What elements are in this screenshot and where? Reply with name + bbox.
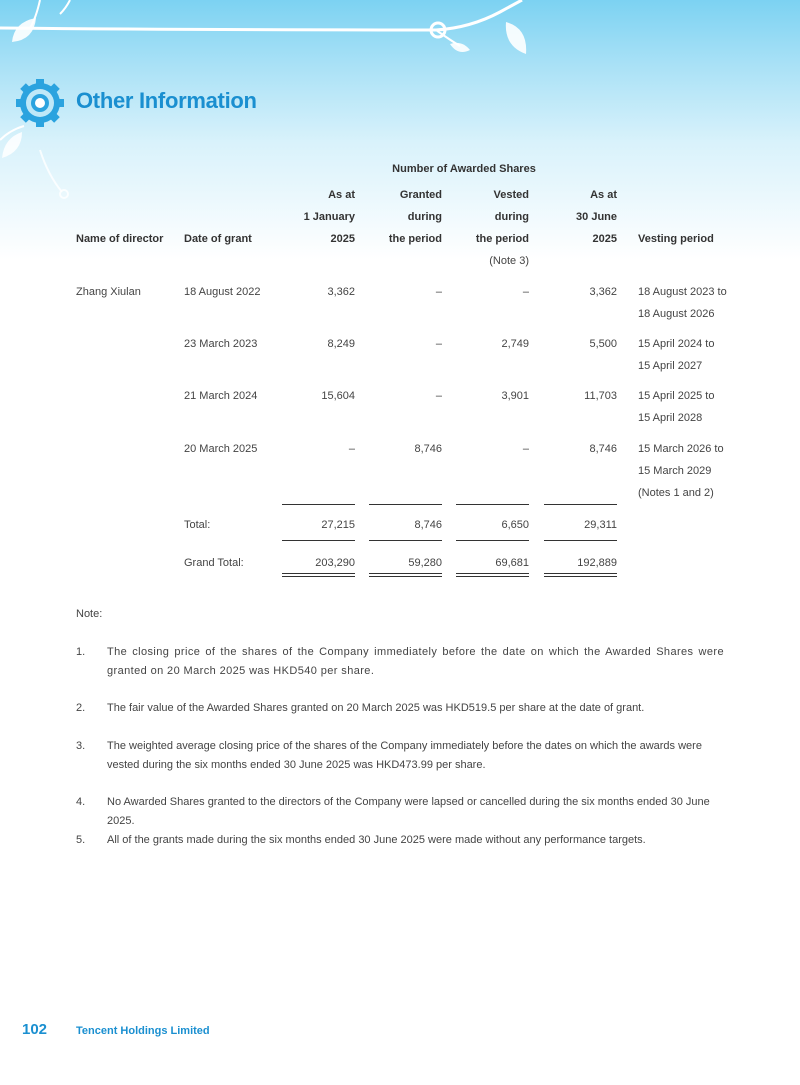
divider [544, 504, 617, 505]
table-row-granted: – [435, 390, 442, 402]
table-row-date: 23 March 2023 [184, 338, 258, 350]
table-row-start: 8,249 [327, 338, 355, 350]
grand-total-start: 203,290 [315, 557, 355, 569]
column-header-name: Name of director [76, 233, 164, 245]
table-row-end: 11,703 [584, 390, 617, 402]
double-divider [456, 573, 529, 574]
table-row-end: 3,362 [589, 286, 617, 298]
table-row-granted: – [435, 286, 442, 298]
column-header-as-at-start: As at 1 January 2025 [303, 189, 355, 245]
double-divider [369, 573, 442, 574]
table-row-start: 15,604 [321, 390, 355, 402]
note-item: 1. The closing price of the shares of the Company immediately before the date on which the Awarded Shares were granted on 20 March 2025 was HKD540 per share. [76, 646, 724, 677]
total-label: Total: [184, 519, 211, 531]
table-row-vesting: 18 August 2023 to 18 August 2026 [638, 286, 727, 320]
note-item: 3. The weighted average closing price of the shares of the Company immediately before the dates on which the awards were vested during the six months ended 30 June 2025 was HKD473.99 per share. [76, 740, 702, 771]
total-start: 27,215 [321, 519, 355, 531]
double-divider [456, 576, 529, 577]
company-name: Tencent Holdings Limited [76, 1025, 210, 1037]
gear-icon [16, 79, 64, 127]
grand-total-vested: 69,681 [495, 557, 529, 569]
table-row-date: 18 August 2022 [184, 286, 261, 298]
table-row-start: – [348, 443, 355, 455]
column-header-vested: Vested during the period (Note 3) [475, 189, 529, 267]
double-divider [282, 573, 355, 574]
table-row-end: 8,746 [589, 443, 617, 455]
divider [456, 540, 529, 541]
table-row-vested: – [522, 443, 529, 455]
double-divider [369, 576, 442, 577]
double-divider [544, 573, 617, 574]
table-row-granted: – [435, 338, 442, 350]
note-item: 5. All of the grants made during the six months ended 30 June 2025 were made without any performance targets. [76, 834, 646, 846]
director-name: Zhang Xiulan [76, 286, 141, 298]
table-row-date: 20 March 2025 [184, 443, 258, 455]
total-vested: 6,650 [501, 519, 529, 531]
table-row-date: 21 March 2024 [184, 390, 258, 402]
table-row-vested: – [522, 286, 529, 298]
table-row-vesting: 15 April 2025 to 15 April 2028 [638, 390, 715, 424]
divider [282, 504, 355, 505]
column-header-granted: Granted during the period [388, 189, 442, 245]
note-item: 2. The fair value of the Awarded Shares granted on 20 March 2025 was HKD519.5 per share at the date of grant. [76, 702, 645, 714]
table-row-start: 3,362 [327, 286, 355, 298]
divider [544, 540, 617, 541]
column-header-date: Date of grant [184, 233, 252, 245]
column-header-as-at-end: As at 30 June 2025 [576, 189, 617, 245]
table-row-end: 5,500 [589, 338, 617, 350]
page-number: 102 [22, 1021, 48, 1038]
notes-label: Note: [76, 608, 103, 620]
double-divider [282, 576, 355, 577]
divider [369, 540, 442, 541]
total-end: 29,311 [584, 519, 617, 531]
leaf-icon [12, 18, 36, 42]
divider [456, 504, 529, 505]
grand-total-label: Grand Total: [184, 557, 244, 569]
table-row-granted: 8,746 [414, 443, 442, 455]
note-item: 4. No Awarded Shares granted to the directors of the Company were lapsed or cancelled during the six months ended 30 June 2025. [76, 796, 710, 827]
table-row-vested: 3,901 [501, 390, 529, 402]
divider [282, 540, 355, 541]
group-header: Number of Awarded Shares [392, 163, 536, 175]
grand-total-end: 192,889 [577, 557, 617, 569]
leaf-icon [506, 22, 526, 54]
divider [369, 504, 442, 505]
total-granted: 8,746 [414, 519, 442, 531]
page-title: Other Information [76, 88, 257, 113]
grand-total-granted: 59,280 [408, 557, 442, 569]
double-divider [544, 576, 617, 577]
table-row-vested: 2,749 [501, 338, 529, 350]
column-header-vesting: Vesting period [638, 233, 714, 245]
table-row-vesting: 15 April 2024 to 15 April 2027 [638, 338, 715, 372]
table-row-vesting: 15 March 2026 to 15 March 2029 (Notes 1 and 2) [638, 443, 724, 499]
